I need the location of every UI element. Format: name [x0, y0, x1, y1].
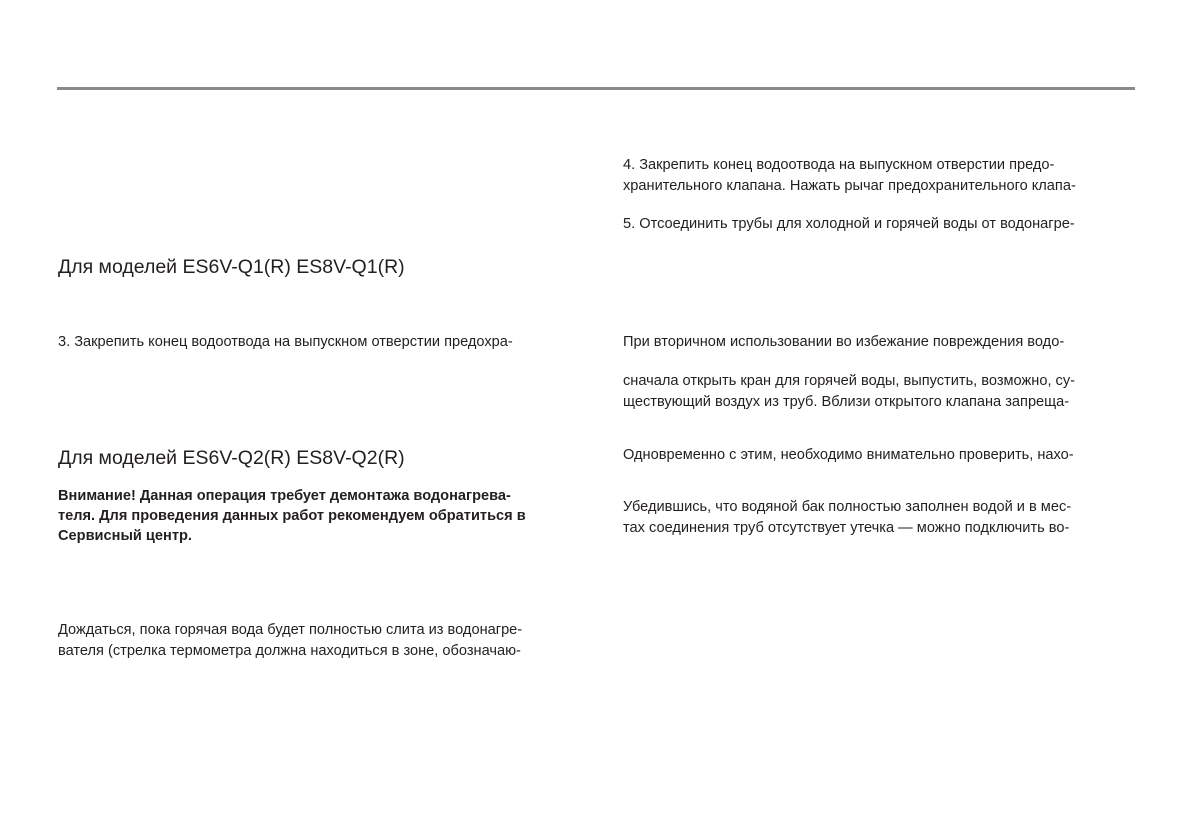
paragraph-line: вателя (стрелка термометра должна находиться в зоне, обозначаю-	[58, 643, 521, 659]
paragraph-line: Убедившись, что водяной бак полностью заполнен водой и в мес-	[623, 499, 1072, 515]
paragraph-line: сначала открыть кран для горячей воды, выпустить, возможно, су-	[623, 373, 1076, 389]
paragraph-line: Дождаться, пока горячая вода будет полностью слита из водонагре-	[58, 622, 523, 638]
header-rule	[57, 87, 1135, 90]
warning-line: Внимание! Данная операция требует демонтажа водонагрева-	[58, 488, 511, 504]
check-paragraph: Одновременно с этим, необходимо внимательно проверить, нахо-	[623, 447, 1074, 463]
paragraph-line: ществующий воздух из труб. Вблизи открытого клапана запреща-	[623, 394, 1070, 410]
warning-line: теля. Для проведения данных работ рекомендуем обратиться в	[58, 508, 526, 524]
paragraph-line: тах соединения труб отсутствует утечка — можно подключить во-	[623, 520, 1070, 536]
paragraph-line: 4. Закрепить конец водоотвода на выпускном отверстии предо-	[623, 157, 1055, 173]
paragraph-line: хранительного клапана. Нажать рычаг предохранительного клапа-	[623, 178, 1076, 194]
heading-q2-models: Для моделей ES6V-Q2(R) ES8V-Q2(R)	[58, 447, 405, 469]
heading-q1-models: Для моделей ES6V-Q1(R) ES8V-Q1(R)	[58, 256, 405, 278]
reuse-paragraph: При вторичном использовании во избежание повреждения водо-	[623, 334, 1065, 350]
warning-line: Сервисный центр.	[58, 528, 192, 544]
item-3-text: 3. Закрепить конец водоотвода на выпускном отверстии предохра-	[58, 334, 513, 350]
item-5-text: 5. Отсоединить трубы для холодной и горячей воды от водонагре-	[623, 216, 1075, 232]
